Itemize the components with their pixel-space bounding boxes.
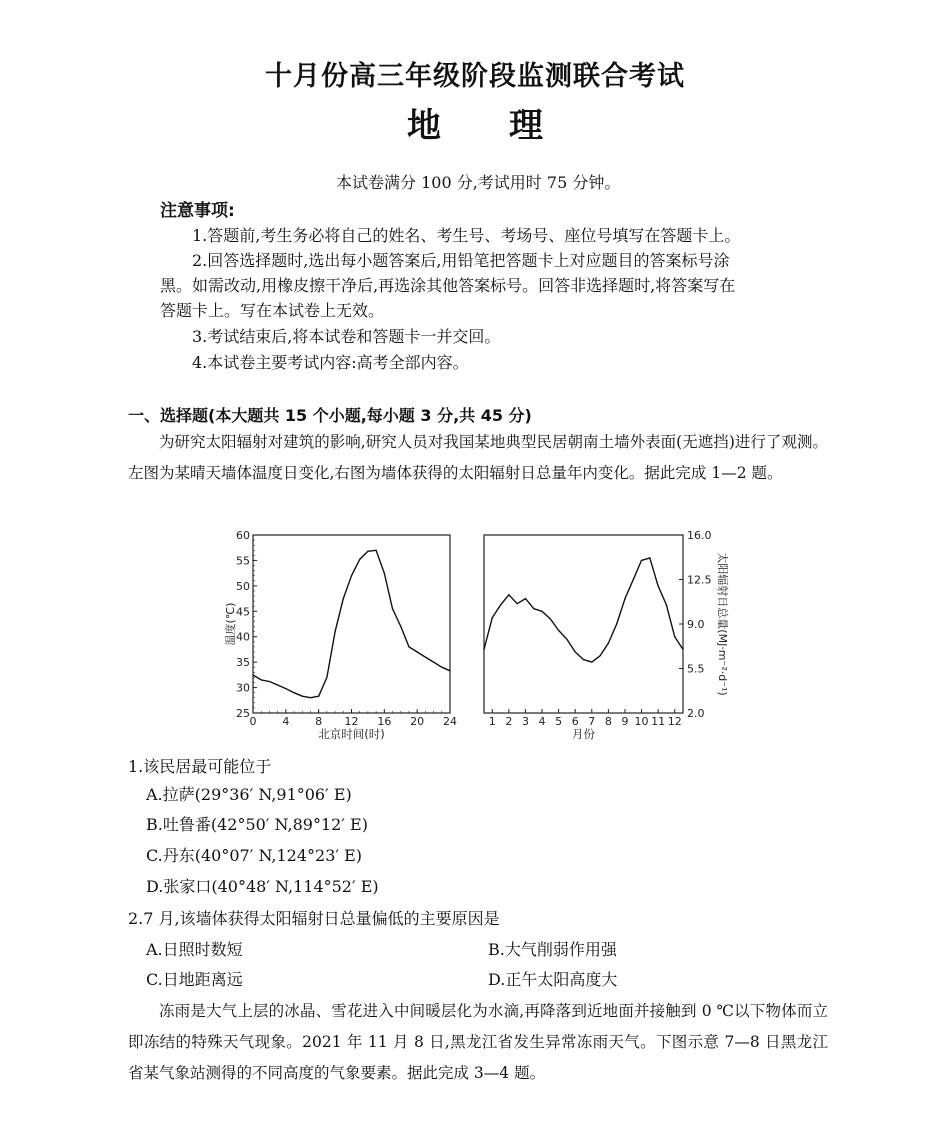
- data-point: [293, 692, 294, 693]
- data-point: [441, 667, 442, 668]
- exam-title: 十月份高三年级阶段监测联合考试: [265, 61, 685, 92]
- y-tick-label: 30: [236, 681, 250, 695]
- score-info: 本试卷满分 100 分,考试用时 75 分钟。: [336, 173, 621, 192]
- y-axis-label: 温度(℃): [224, 602, 237, 646]
- data-point: [433, 662, 434, 663]
- data-point: [682, 649, 683, 650]
- y-tick-label: 25: [236, 707, 250, 720]
- data-point: [541, 611, 542, 612]
- data-point: [449, 670, 450, 671]
- y-tick-label: 45: [236, 605, 250, 619]
- data-point: [633, 579, 634, 580]
- y-tick-label: 12.5: [687, 573, 712, 587]
- x-tick-label: 16: [377, 715, 392, 728]
- y-tick-label: 35: [236, 656, 250, 670]
- radiation-chart: [470, 530, 730, 745]
- x-tick-label: 9: [621, 715, 629, 728]
- data-point: [666, 604, 667, 605]
- notice-item-4: 4.本试卷主要考试内容:高考全部内容。: [192, 353, 469, 372]
- q1-option-c: C.丹东(40°07′ N,124°23′ E): [146, 846, 363, 865]
- data-point: [658, 585, 659, 586]
- temperature-chart: [220, 530, 470, 745]
- x-tick-label: 20: [410, 715, 425, 728]
- data-point: [649, 557, 650, 558]
- data-point: [384, 573, 385, 574]
- x-tick-label: 3: [521, 715, 529, 728]
- data-point: [351, 575, 352, 576]
- data-point: [583, 659, 584, 660]
- q2-option-a: A.日照时数短: [146, 940, 243, 959]
- data-point: [616, 623, 617, 624]
- x-tick-label: 8: [604, 715, 612, 728]
- x-tick-label: 12: [667, 715, 682, 728]
- data-point: [359, 559, 360, 560]
- data-point: [261, 679, 262, 680]
- data-line: [484, 558, 683, 662]
- notice-item-1: 1.答题前,考生务必将自己的姓名、考生号、考场号、座位号填写在答题卡上。: [192, 226, 741, 245]
- x-axis-label: 北京时间(时): [318, 727, 385, 741]
- y-tick-label: 16.0: [687, 530, 712, 542]
- data-point: [591, 662, 592, 663]
- q2-option-b: B.大气削弱作用强: [488, 940, 617, 959]
- notice-heading: 注意事项:: [160, 201, 235, 221]
- data-point: [400, 626, 401, 627]
- data-point: [334, 631, 335, 632]
- plot-frame: [253, 535, 450, 713]
- plot-frame: [484, 535, 683, 713]
- data-point: [376, 550, 377, 551]
- q1-option-a: A.拉萨(29°36′ N,91°06′ E): [146, 785, 352, 804]
- q1-option-d: D.张家口(40°48′ N,114°52′ E): [146, 877, 379, 896]
- data-point: [550, 618, 551, 619]
- notice-item-2c: 答题卡上。写在本试卷上无效。: [160, 301, 385, 320]
- data-point: [575, 651, 576, 652]
- data-point: [483, 649, 484, 650]
- data-point: [641, 560, 642, 561]
- x-tick-label: 24: [443, 715, 457, 728]
- data-point: [608, 642, 609, 643]
- section1-intro: 为研究太阳辐射对建筑的影响,研究人员对我国某地典型民居朝南土墙外表面(无遮挡)进行了观测。左图为某晴天墙体温度日变化,右图为墙体获得的太阳辐射日总量年内变化。据此完成 1—2 题。: [128, 433, 828, 482]
- data-point: [277, 684, 278, 685]
- y-tick-label: 40: [236, 630, 250, 644]
- data-point: [508, 594, 509, 595]
- data-point: [533, 608, 534, 609]
- y-tick-label: 5.5: [687, 662, 705, 676]
- data-point: [674, 636, 675, 637]
- x-tick-label: 5: [555, 715, 563, 728]
- notice-item-3: 3.考试结束后,将本试卷和答题卡一并交回。: [192, 327, 501, 346]
- data-point: [492, 617, 493, 618]
- x-tick-label: 0: [249, 715, 257, 728]
- y-tick-label: 9.0: [687, 618, 705, 631]
- passage-freezing-rain: 冻雨是大气上层的冰晶、雪花进入中间暖层化为水滴,再降落到近地面并接触到 0 ℃以下物体而立即冻结的特殊天气现象。2021 年 11 月 8 日,黑龙江省发生异常冻雨天气。下图示意 7—8 日黑龙江省某气象站测得的不同高度的气象要素。据此完成 3—4 题。: [128, 1002, 828, 1082]
- data-point: [392, 608, 393, 609]
- q1-option-b: B.吐鲁番(42°50′ N,89°12′ E): [146, 815, 368, 834]
- y-axis-label: 太阳辐射日总量(MJ·m⁻²·d⁻¹): [716, 552, 729, 696]
- x-tick-label: 6: [571, 715, 579, 728]
- data-point: [367, 551, 368, 552]
- data-point: [302, 696, 303, 697]
- data-point: [408, 646, 409, 647]
- notice-item-2b: 黑。如需改动,用橡皮擦干净后,再选涂其他答案标号。回答非选择题时,将答案写在: [160, 276, 736, 295]
- data-point: [500, 604, 501, 605]
- data-point: [624, 598, 625, 599]
- x-tick-label: 7: [588, 715, 596, 728]
- data-point: [425, 656, 426, 657]
- data-point: [517, 603, 518, 604]
- data-line: [253, 550, 450, 697]
- x-tick-label: 8: [315, 715, 323, 728]
- x-tick-label: 10: [634, 715, 649, 728]
- section1-heading: 一、选择题(本大题共 15 个小题,每小题 3 分,共 45 分): [128, 406, 532, 425]
- y-tick-label: 60: [236, 530, 250, 542]
- y-tick-label: 50: [236, 579, 250, 593]
- data-point: [558, 630, 559, 631]
- data-point: [285, 688, 286, 689]
- notice-item-2a: 2.回答选择题时,选出每小题答案后,用铅笔把答题卡上对应题目的答案标号涂: [192, 251, 730, 270]
- data-point: [252, 674, 253, 675]
- data-point: [566, 639, 567, 640]
- x-axis-label: 月份: [572, 727, 595, 741]
- x-tick-label: 1: [488, 715, 496, 728]
- x-tick-label: 4: [538, 715, 546, 728]
- q2-stem: 2.7 月,该墙体获得太阳辐射日总量偏低的主要原因是: [128, 909, 500, 928]
- subject-title: 地 理: [407, 106, 543, 146]
- data-point: [525, 598, 526, 599]
- y-tick-label: 2.0: [687, 707, 705, 720]
- q2-option-d: D.正午太阳高度大: [488, 970, 618, 989]
- data-point: [343, 598, 344, 599]
- data-point: [310, 697, 311, 698]
- y-tick-label: 55: [236, 554, 250, 568]
- data-point: [318, 696, 319, 697]
- data-point: [269, 681, 270, 682]
- x-tick-label: 12: [344, 715, 359, 728]
- q1-stem: 1.该民居最可能位于: [128, 757, 272, 776]
- x-tick-label: 11: [651, 715, 666, 728]
- x-tick-label: 4: [282, 715, 290, 728]
- x-tick-label: 2: [505, 715, 513, 728]
- data-point: [326, 677, 327, 678]
- data-point: [417, 651, 418, 652]
- q2-option-c: C.日地距离远: [146, 970, 243, 989]
- data-point: [599, 655, 600, 656]
